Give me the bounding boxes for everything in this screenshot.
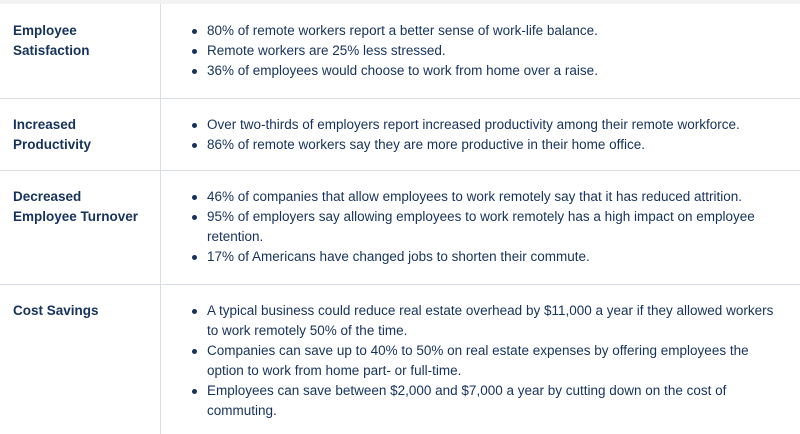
benefit-list: [190, 21, 790, 81]
table-row-cost-savings: [0, 285, 800, 434]
benefit-list: [190, 115, 790, 155]
category-label: Cost Savings: [13, 303, 99, 318]
category-label: Increased Productivity: [13, 117, 92, 152]
benefit-list: [190, 301, 785, 421]
list-item: 80% of remote workers report a better sense of work-life balance.: [190, 21, 790, 41]
list-item: 95% of employers say allowing employees to work remotely has a high impact on employee retention.: [190, 207, 765, 247]
category-label: Decreased Employee Turnover: [13, 189, 139, 224]
list-item: Over two-thirds of employers report increased productivity among their remote workforce.: [190, 115, 790, 135]
list-item: Employees can save between $2,000 and $7,000 a year by cutting down on the cost of commuting.: [190, 381, 785, 421]
list-item: 36% of employees would choose to work from home over a raise.: [190, 61, 790, 81]
table-row-decreased-employee-turnover: [0, 171, 800, 285]
list-item: 46% of companies that allow employees to work remotely say that it has reduced attrition.: [190, 187, 765, 207]
list-item: 86% of remote workers say they are more productive in their home office.: [190, 135, 790, 155]
table-row-increased-productivity: [0, 99, 800, 171]
benefit-list: [190, 187, 765, 267]
list-item: Companies can save up to 40% to 50% on real estate expenses by offering employees the option to work from home part- or full-time.: [190, 341, 785, 381]
list-item: Remote workers are 25% less stressed.: [190, 41, 790, 61]
list-item: A typical business could reduce real estate overhead by $11,000 a year if they allowed workers to work remotely 50% of the time.: [190, 301, 785, 341]
table-row-employee-satisfaction: [0, 4, 800, 99]
list-item: 17% of Americans have changed jobs to shorten their commute.: [190, 247, 765, 267]
category-label: Employee Satisfaction: [13, 23, 90, 58]
